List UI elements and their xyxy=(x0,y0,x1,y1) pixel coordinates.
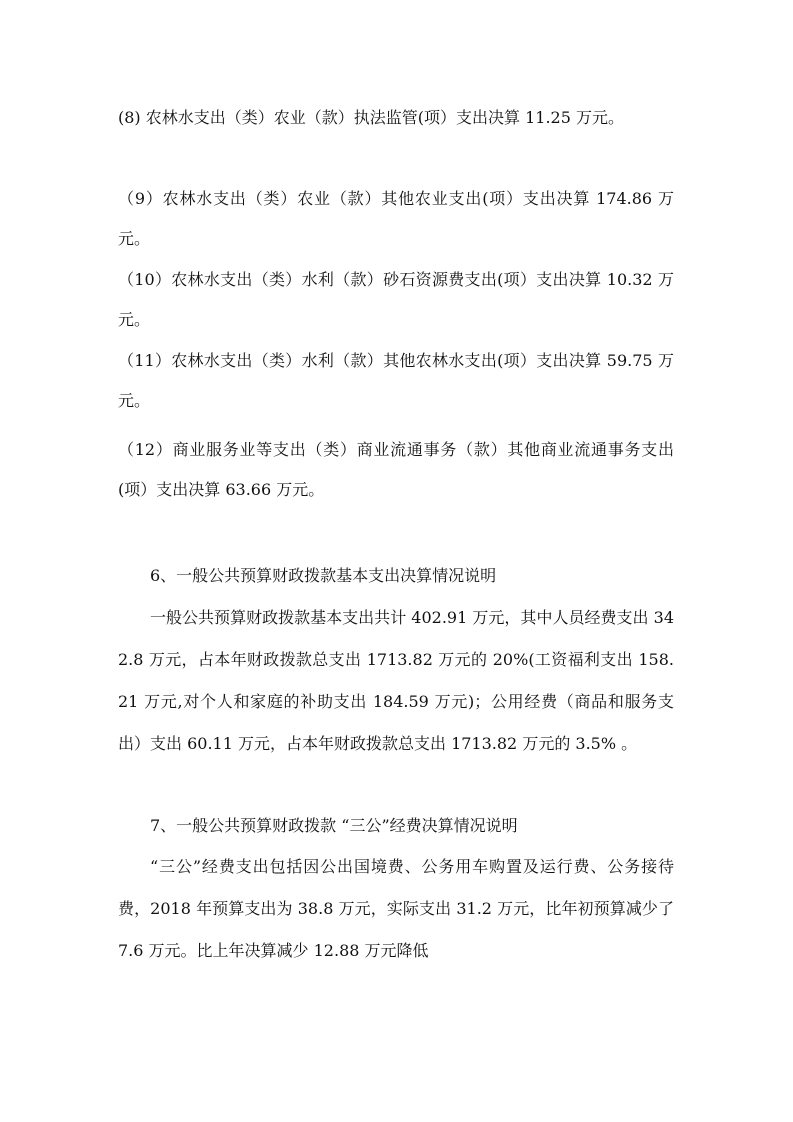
expenditure-item-11: （11）农林水支出（类）水利（款）其他农林水支出(项）支出决算 59.75 万元。 xyxy=(118,351,674,410)
expenditure-item-9: （9）农林水支出（类）农业（款）其他农业支出(项）支出决算 174.86 万元。 xyxy=(118,189,674,248)
section-7-body: “三公”经费支出包括因公出国境费、公务用车购置及运行费、公务接待费，2018 年预算支出为 38.8 万元，实际支出 31.2 万元，比年初预算减少了 7.6 万元。比上年决算减少 12.88 万元降低 xyxy=(118,857,674,960)
section-6-heading: 6、一般公共预算财政拨款基本支出决算情况说明 xyxy=(150,566,497,585)
expenditure-item-12: （12）商业服务业等支出（类）商业流通事务（款）其他商业流通事务支出(项）支出决算 63.66 万元。 xyxy=(118,440,674,499)
section-7-heading: 7、一般公共预算财政拨款 “三公”经费决算情况说明 xyxy=(150,816,518,835)
expenditure-item-10: （10）农林水支出（类）水利（款）砂石资源费支出(项）支出决算 10.32 万元。 xyxy=(118,270,674,329)
section-6-body: 一般公共预算财政拨款基本支出共计 402.91 万元，其中人员经费支出 342.8 万元，占本年财政拨款总支出 1713.82 万元的 20%(工资福利支出 158.21 万元,对个人和家庭的补助支出 184.59 万元)；公用经费（商品和服务支出）支出 60.11 万元，占本年财政拨款总支出 1713.82 万元的 3.5% 。 xyxy=(118,608,674,753)
expenditure-item-8: (8) 农林水支出（类）农业（款）执法监管(项）支出决算 11.25 万元。 xyxy=(118,108,624,127)
